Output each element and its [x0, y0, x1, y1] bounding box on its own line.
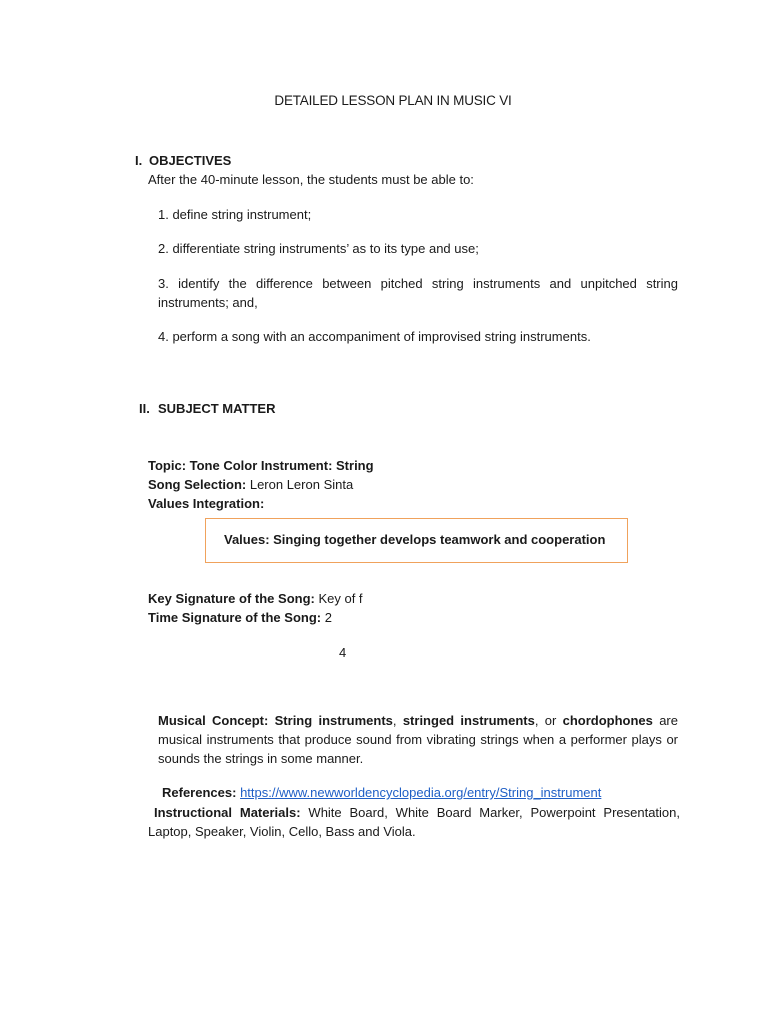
- song-selection-label: Song Selection:: [148, 477, 247, 492]
- concept-sep-1: ,: [392, 713, 403, 728]
- time-signature-label: Time Signature of the Song:: [148, 610, 322, 625]
- objectives-intro: After the 40-minute lesson, the students must be able to:: [148, 172, 474, 187]
- objectives-heading: OBJECTIVES: [149, 153, 232, 168]
- concept-term-1: String instruments: [274, 713, 393, 728]
- references-link[interactable]: https://www.newworldencyclopedia.org/entry/String_instrument: [240, 785, 602, 800]
- key-signature-value: Key of f: [314, 591, 363, 606]
- key-signature-label: Key Signature of the Song:: [148, 591, 315, 606]
- values-integration-label: Values Integration:: [148, 496, 265, 511]
- references-line: [162, 783, 601, 802]
- instructional-materials-value: White Board, White Board Marker, Powerpoint Presentation, Laptop, Speaker, Violin, Cello, Bass and Viola.: [148, 805, 681, 839]
- objective-item-3: 3. identify the difference between pitched string instruments and unpitched string instruments; and,: [158, 276, 678, 310]
- topic-line: Topic: Tone Color Instrument: String: [148, 458, 374, 473]
- concept-rest: are musical instruments that produce sound from vibrating strings when a performer plays or sounds the strings in some manner.: [158, 713, 678, 766]
- musical-concept-paragraph: [158, 711, 678, 768]
- values-box-text: Values: Singing together develops teamwork and cooperation: [224, 532, 606, 547]
- key-signature-line: [148, 589, 363, 608]
- objectives-numeral: I.: [135, 153, 143, 168]
- time-signature-top: 2: [321, 610, 332, 625]
- concept-term-3: chordophones: [562, 713, 653, 728]
- time-signature-bottom: 4: [339, 645, 347, 660]
- references-label: References:: [162, 785, 237, 800]
- concept-term-2: stringed instruments: [402, 713, 535, 728]
- song-selection-line: [148, 475, 353, 494]
- song-selection-value: Leron Leron Sinta: [246, 477, 354, 492]
- instructional-materials-paragraph: [148, 803, 680, 841]
- subject-matter-heading: SUBJECT MATTER: [158, 401, 276, 416]
- values-box: [205, 518, 628, 563]
- concept-sep-2: , or: [534, 713, 563, 728]
- instructional-materials-label: Instructional Materials:: [154, 805, 301, 820]
- subject-matter-numeral: II.: [139, 401, 150, 416]
- objective-item-4: 4. perform a song with an accompaniment of improvised string instruments.: [158, 329, 591, 344]
- musical-concept-label: Musical Concept:: [158, 713, 269, 728]
- document-title: DETAILED LESSON PLAN IN MUSIC VI: [274, 93, 512, 108]
- time-signature-line: [148, 608, 332, 627]
- objective-item-1: 1. define string instrument;: [158, 207, 312, 222]
- objective-item-2: 2. differentiate string instruments’ as to its type and use;: [158, 241, 479, 256]
